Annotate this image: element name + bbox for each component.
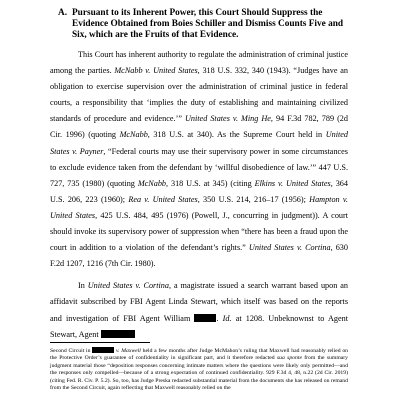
footnote-divider [50,342,150,343]
case-citation: United States v. Cortina [248,243,331,253]
text-run: , 318 U.S. at 345) (citing [166,178,255,188]
case-citation: United States v. Ming He [185,114,271,124]
case-citation: McNabb v. United States [114,66,198,76]
text-run: , 318 U.S. 332, 340 (1943). “Judges have an obligation to exercise supervision over the administration of criminal justice in federal courts, a responsibility that ‘implies the duty of establishing and maintaining civilized standards of procedure and evidence.’” [50,66,348,124]
redaction-bar [92,347,114,353]
text-run: , 318 U.S. at 340). As the Supreme Court held in [147,130,326,140]
text-run: , 630 F.2d 1207, 1216 (7th Cir. 1980). [50,243,348,269]
case-citation: United States v. Payner [50,130,348,156]
paragraph-1 [50,47,348,272]
case-citation: Elkins v. United States [254,178,331,188]
case-citation: Hampton v. United States [50,194,348,220]
redaction-bar [101,330,135,338]
text-run: . [216,313,223,323]
text-run: , a magistrate issued a search warrant based upon an affidavit subscribed by FBI Agent Linda Stewart, which itself was based on the reports and investigation of FBI Agent William [50,281,348,323]
case-citation: Rea v. United States [128,194,198,204]
text-run: , 350 U.S. 214, 216–17 (1956); [197,194,310,204]
text-run: , 94 F.3d 782, 789 (2d Cir. 1996) (quoting [50,114,348,140]
text-run: This Court has inherent authority to regulate the administration of criminal justice among the parties. [50,50,348,76]
footnote [50,347,348,392]
text-run: at 1208. Unbeknownst to Agent Stewart, Agent [50,313,349,339]
body-text [50,47,348,343]
section-heading-label: A. [58,8,68,18]
text-run: , “Federal courts may use their supervisory power in some circumstances to exclude evidence taken from the defendant by ‘willful disobedience of law.’” 447 U.S. 727, 735 (1980) (quoting [50,146,348,188]
redaction-bar [194,314,216,322]
text-run: , 364 U.S. 206, 223 (1960); [50,178,348,204]
case-citation: Id. [222,313,232,323]
text-run: Second Circuit in [50,348,93,354]
paragraph-2 [50,278,348,342]
text-run: held a few months after Judge McMahon’s ruling that Maxwell had reasonably relied on the Protective Order’s guarantee of confidentiality in significant part, and it therefore redacted [50,348,349,362]
section-heading-text: Pursuant to its Inherent Power, this Court Should Suppress the Evidence Obtained from Boies Schiller and Dismiss Counts Five and Six, which are the Fruits of that Evidence. [72,8,344,40]
latin-phrase: sua sponte [276,355,302,362]
case-citation: United States v. Cortina [87,281,169,291]
text-run: In [78,281,88,291]
case-citation: v. Maxwell [116,348,141,354]
case-citation: McNabb [137,178,167,188]
section-heading [58,8,358,41]
text-run: , 425 U.S. 484, 495 (1976) (Powell, J., concurring in judgment)). A court should invoke its supervisory power of suppression when “there has been a fraud upon the court in addition to a violation of the defendant’s rights.” [50,210,349,253]
text-run: from the summary judgment material those “deposition responses concerning intimate matters where the questions were likely only permitted—and the responses only compelled—because of a strong expectation of continued confidentiality. 929 F.3d 4, 48, n.22 (2d Cir. 2019) (citing Fed. R. Civ. P. 5.2). So, too, has Judge Preska redacted substantial material from the documents she has released on remand from the Second Circuit, again reflecting that Maxwell reasonably relied on the [50,355,349,392]
case-citation: McNabb [119,130,148,140]
